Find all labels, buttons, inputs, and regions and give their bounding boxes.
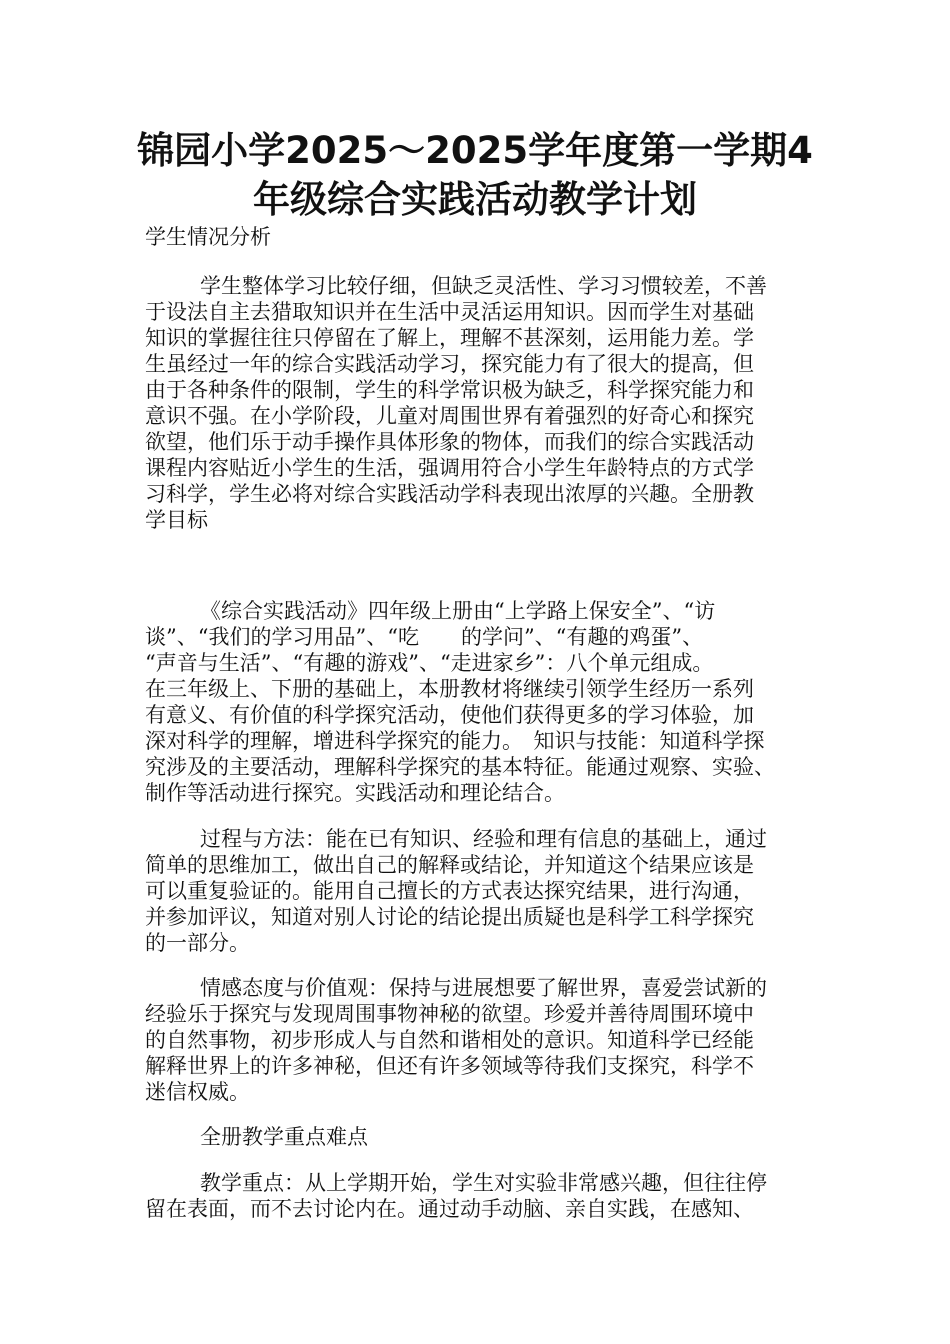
paragraph-4-line: 迷信权威。 <box>145 1080 250 1104</box>
paragraph-3-line: 简单的思维加工，做出自己的解释或结论，并知道这个结果应该是 <box>145 853 754 877</box>
paragraph-1-line: 课程内容贴近小学生的生活，强调用符合小学生年龄特点的方式学 <box>145 456 754 480</box>
paragraph-3-line: 可以重复验证的。能用自己擅长的方式表达探究结果，进行沟通， <box>145 879 754 903</box>
paragraph-1-line: 生虽经过一年的综合实践活动学习，探究能力有了很大的提高，但 <box>145 352 754 376</box>
paragraph-1-line: 学目标 <box>145 508 208 532</box>
paragraph-3-line: 并参加评议，知道对别人讨论的结论提出质疑也是科学工科学探究 <box>145 905 754 929</box>
paragraph-2-line: 究涉及的主要活动，理解科学探究的基本特征。能通过观察、实验、 <box>145 755 775 779</box>
paragraph-5-line: 留在表面，而不去讨论内在。通过动手动脑、亲自实践，在感知、 <box>145 1197 754 1221</box>
paragraph-2-line: 深对科学的理解，增进科学探究的能力。 知识与技能：知道科学探 <box>145 729 765 753</box>
paragraph-4-line: 解释世界上的许多神秘，但还有许多领域等待我们支探究，科学不 <box>145 1054 754 1078</box>
paragraph-1-line: 由于各种条件的限制，学生的科学常识极为缺乏，科学探究能力和 <box>145 378 754 402</box>
paragraph-1-line: 欲望，他们乐于动手操作具体形象的物体，而我们的综合实践活动 <box>145 430 754 454</box>
paragraph-1-line: 习科学，学生必将对综合实践活动学科表现出浓厚的兴趣。全册教 <box>145 482 754 506</box>
paragraph-1-line: 于设法自主去猎取知识并在生活中灵活运用知识。因而学生对基础 <box>145 300 754 324</box>
paragraph-4-line: 的自然事物，初步形成人与自然和谐相处的意识。知道科学已经能 <box>145 1028 754 1052</box>
paragraph-4-line: 情感态度与价值观：保持与进展想要了解世界，喜爱尝试新的 <box>200 976 767 1000</box>
paragraph-2-line: 《综合实践活动》四年级上册由“上学路上保安全”、“访 <box>200 599 716 623</box>
document-title-line-1: 锦园小学2025～2025学年度第一学期4 <box>137 129 813 172</box>
paragraph-5-line: 教学重点：从上学期开始，学生对实验非常感兴趣，但往往停 <box>200 1171 767 1195</box>
paragraph-2-line: “声音与生活”、“有趣的游戏”、“走进家乡”：八个单元组成。 <box>145 651 714 675</box>
paragraph-1-line: 意识不强。在小学阶段，儿童对周围世界有着强烈的好奇心和探究 <box>145 404 754 428</box>
paragraph-2-line: 谈”、“我们的学习用品”、“吃 的学问”、“有趣的鸡蛋”、 <box>145 625 704 649</box>
paragraph-1-line: 知识的掌握往往只停留在了解上，理解不甚深刻，运用能力差。学 <box>145 326 754 350</box>
paragraph-1-line: 学生整体学习比较仔细，但缺乏灵活性、学习习惯较差，不善 <box>200 274 767 298</box>
section-heading-student-analysis: 学生情况分析 <box>145 225 271 249</box>
section-heading-key-points: 全册教学重点难点 <box>200 1125 368 1149</box>
paragraph-4-line: 经验乐于探究与发现周围事物神秘的欲望。珍爱并善待周围环境中 <box>145 1002 754 1026</box>
document-title-line-2: 年级综合实践活动教学计划 <box>253 178 697 221</box>
paragraph-3-line: 过程与方法：能在已有知识、经验和理有信息的基础上，通过 <box>200 827 767 851</box>
paragraph-2-line: 在三年级上、下册的基础上，本册教材将继续引领学生经历一系列 <box>145 677 754 701</box>
paragraph-3-line: 的一部分。 <box>145 931 250 955</box>
paragraph-2-line: 制作等活动进行探究。实践活动和理论结合。 <box>145 781 565 805</box>
paragraph-2-line: 有意义、有价值的科学探究活动，使他们获得更多的学习体验，加 <box>145 703 754 727</box>
